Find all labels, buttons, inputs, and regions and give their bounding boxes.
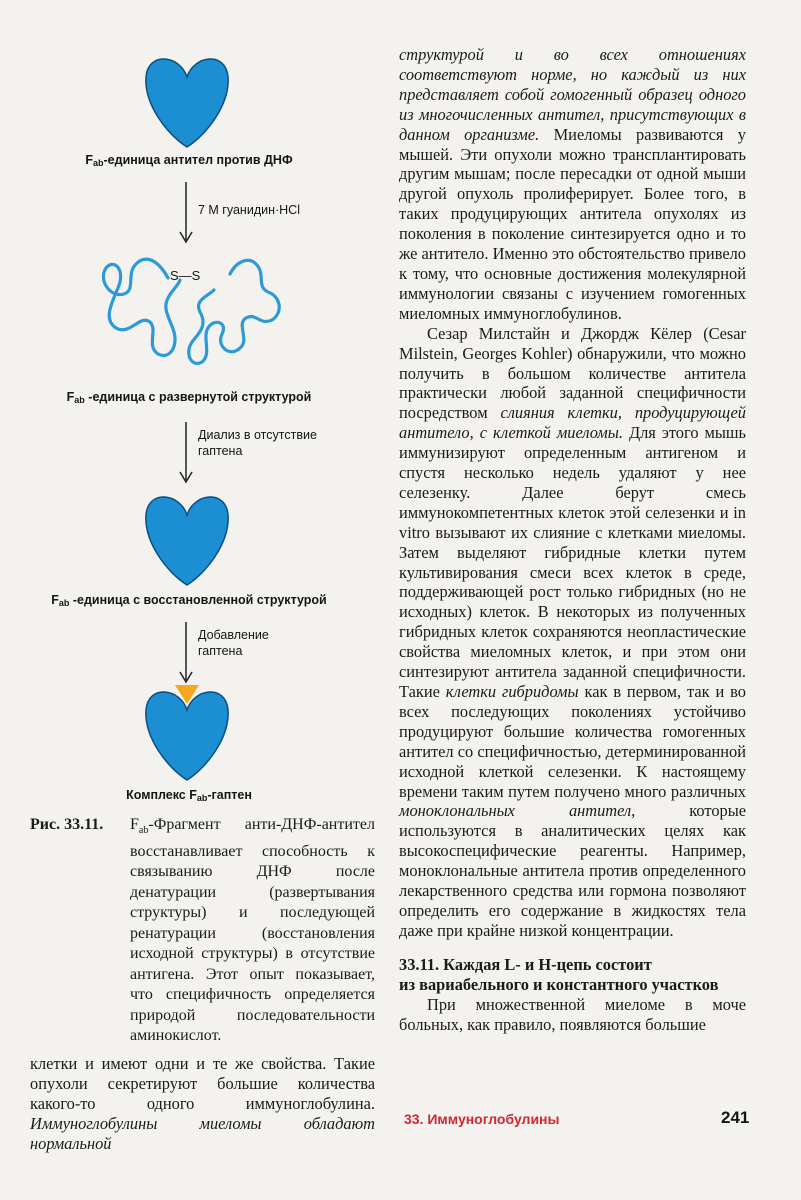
- left-paragraph: клетки и имеют одни и те же свойства. Такие опухоли секретируют большие количества какого-то одного иммуноглобулина. Иммуноглобулины миеломы обладают нормальной: [30, 1054, 375, 1153]
- left-column-text: [30, 1054, 375, 1154]
- right-paragraph-2: Сезар Милстайн и Джордж Кёлер (Cesar Milstein, Georges Kohler) обнаружили, что можно получить в большом количестве антитела практически любой заданной специфичности посредством слияния клетки, продуцирующей антитело, с клеткой миеломы. Для этого мышь иммунизируют определенным антигеном и спустя несколько недель удаляют у нее селезенку. Далее берут смесь иммунокомпетентных клеток этой селезенки и in vitro вызывают их слияние с клетками миеломы. Затем выделяют гибридные клетки путем культивирования смеси всех клеток в среде, поддерживающей рост только гибридных (но не исходных) клеток. В некоторых из полученных гибридных клеток сохраняются неопластические свойства миеломных клеток, и при этом они синтезируют антитела заданной специфичности. Такие клетки гибридомы как в первом, так и во всех последующих поколениях устойчиво продуцируют большие количества гомогенных антител со специфичностью, детерминированной исходной клеткой селезенки. К настоящему времени таким путем получено много различных моноклональных антител, которые используются в аналитических целях как высокоспецифические реагенты. Например, моноклональные антитела против определенного лекарственного средства или гормона позволяют определить его содержание в жидкостях тела даже при крайне низкой концентрации.: [399, 323, 746, 940]
- caption-number: Рис. 33.11.: [30, 816, 104, 833]
- caption-text: $F_{ab}$-Фрагмент анти-ДНФ-антител восстанавливает способность к связыванию ДНФ после денатурации (развертывания структуры) и последующей ренатурации (восстановления исходной структуры) в отсутствие антигена. Этот опыт показывает, что специфичность определяется природой последовательности аминокислот.: [130, 816, 375, 1045]
- fab-unfolded-label: $F_{ab}$ -единица с развернутой структурой: [66, 390, 312, 405]
- fab-unit-native-shape: [142, 49, 232, 149]
- right-column-text: [399, 45, 746, 1034]
- figure-caption: [30, 815, 375, 1047]
- page-number: 241: [721, 1108, 750, 1127]
- fab-heart-3: [146, 497, 228, 585]
- running-footer-chapter: 33. Иммуноглобулины: [404, 1111, 560, 1127]
- step3-arrow: [178, 622, 194, 684]
- fab-unit-restored-shape: [142, 487, 232, 587]
- section-heading: 33.11. Каждая L- и H-цепь состоит из вариабельного и константного участков: [399, 954, 719, 994]
- fab-native-label: $F_{ab}$-единица антител против ДНФ: [85, 153, 293, 168]
- step2-arrow: [178, 422, 194, 484]
- right-paragraph-3: При множественной миеломе в моче больных, как правило, появляются большие: [399, 994, 746, 1034]
- fab-heart-4: [146, 692, 228, 780]
- fab-hapten-complex-label: Комплекс $F_{ab}$-гаптен: [126, 788, 252, 803]
- step1-arrow: [178, 182, 194, 244]
- step2-condition: Диализ в отсутствие гаптена: [198, 428, 317, 458]
- fab-heart-1: [146, 59, 228, 147]
- step1-reagent: 7 М гуанидин·HCl: [198, 203, 300, 217]
- right-paragraph-1: структурой и во всех отношениях соответствуют норме, но каждый из них представляет собой гомогенный образец одного из многочисленных антител, присутствующих в данном организме. Миеломы развиваются у мышей. Эти опухоли можно трансплантировать другим мышам; после пересадки от одной мыши другой опухоль пролиферирует. Более того, в таких продуцирующих антитела опухолях из поколения в поколение синтезируется одно и то же антитело. Именно это обстоятельство привело к тому, что основные достижения молекулярной иммунологии связаны с изучением гомогенных миеломных иммуноглобулинов.: [399, 45, 746, 323]
- step3-condition: Добавление гаптена: [198, 628, 269, 658]
- disulfide-bond-label: S—S: [170, 268, 201, 283]
- fab-hapten-complex-shape: [142, 682, 232, 782]
- fab-restored-label: $F_{ab}$ -единица с восстановленной структурой: [51, 593, 327, 608]
